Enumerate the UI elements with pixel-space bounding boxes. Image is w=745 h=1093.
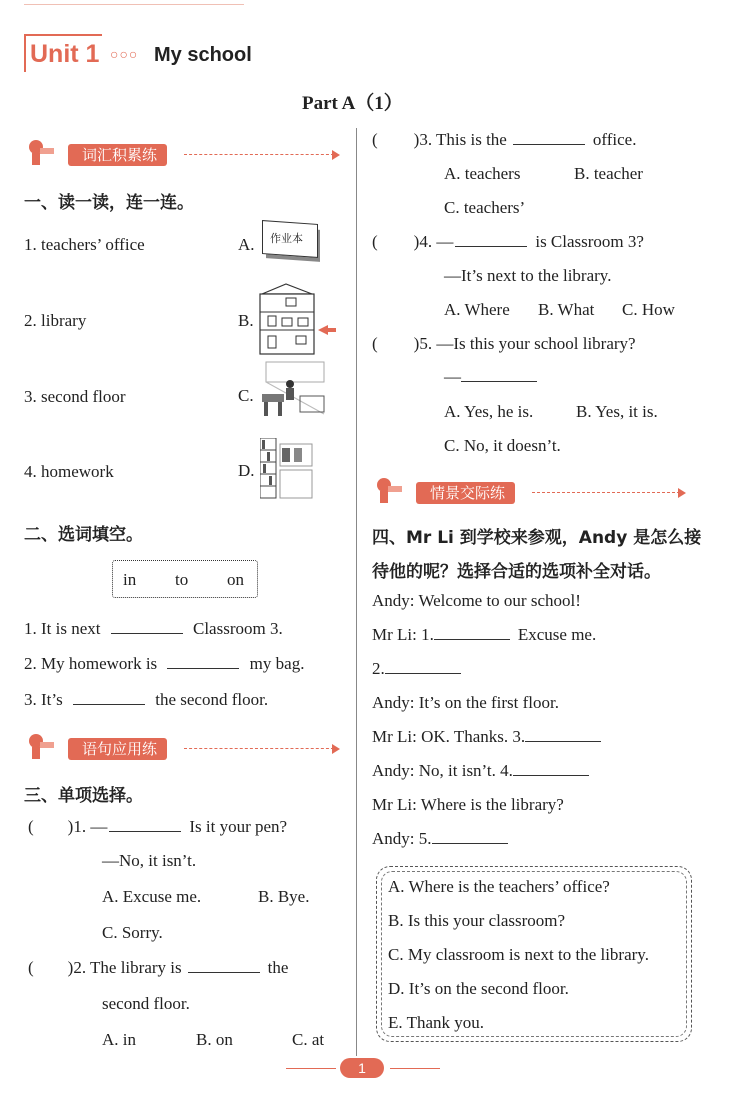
library-picture bbox=[260, 438, 314, 500]
mc2-opt-a[interactable]: A. in bbox=[102, 1030, 136, 1049]
dialog-line-8 bbox=[372, 829, 508, 849]
dialog-blank-4[interactable] bbox=[513, 761, 589, 776]
mc4-opt-b[interactable]: B. What bbox=[538, 300, 595, 319]
mc5-dash: — bbox=[444, 367, 461, 386]
dialog-blank-num: 5. bbox=[418, 829, 432, 848]
mc4-line1 bbox=[372, 232, 644, 252]
dialog-line-5 bbox=[372, 727, 601, 747]
match-item-4: 4. homework bbox=[24, 462, 114, 481]
homework-book-picture bbox=[262, 222, 320, 262]
fill-item-3 bbox=[24, 690, 268, 710]
mc4-opt-c[interactable]: C. How bbox=[622, 300, 675, 319]
fill-item-3-pre: 3. It’s bbox=[24, 690, 63, 709]
word-to: to bbox=[175, 570, 189, 589]
mc2-opt-b[interactable]: B. on bbox=[196, 1030, 233, 1049]
q3-title: 三、单项选择。 bbox=[24, 786, 143, 806]
mc4-paren[interactable]: ( bbox=[372, 232, 378, 251]
dialog-blank-num: 3. bbox=[512, 727, 526, 746]
word-box bbox=[112, 560, 258, 598]
dialog-speaker: Andy: bbox=[372, 829, 419, 848]
banner-arrow-head bbox=[678, 488, 686, 498]
mc2-line2: second floor. bbox=[102, 994, 190, 1013]
dialog-banner-label: 情景交际练 bbox=[416, 482, 515, 504]
match-item-1: 1. teachers’ office bbox=[24, 235, 145, 254]
q4-title-line1: 四、Mr Li 到学校来参观，Andy 是怎么接 bbox=[372, 528, 702, 548]
dialog-blank-2[interactable] bbox=[385, 659, 461, 674]
mc5-opt-a[interactable]: A. Yes, he is. bbox=[444, 402, 534, 421]
dialog-text: Excuse me. bbox=[517, 625, 597, 644]
sentence-banner-label: 语句应用练 bbox=[68, 738, 167, 760]
mc5-line2 bbox=[444, 367, 537, 387]
dialog-line-2 bbox=[372, 625, 596, 645]
fill-blank-1[interactable] bbox=[111, 619, 183, 634]
mc2-line1 bbox=[28, 958, 288, 978]
mc4-text: is Classroom 3? bbox=[535, 232, 644, 251]
fill-blank-3[interactable] bbox=[73, 690, 145, 705]
word-in: in bbox=[123, 570, 137, 589]
banner-arrow-line bbox=[184, 748, 334, 749]
column-divider bbox=[356, 128, 357, 1056]
mc2-opt-c[interactable]: C. at bbox=[292, 1030, 325, 1049]
dialog-line-3 bbox=[372, 659, 461, 679]
dialog-option-c: C. My classroom is next to the library. bbox=[388, 945, 649, 964]
footer-line-right bbox=[390, 1068, 440, 1069]
dialog-line-6 bbox=[372, 761, 589, 781]
dialog-blank-num: 1. bbox=[421, 625, 434, 644]
building-picture bbox=[256, 282, 338, 356]
dialog-speaker: Mr Li: bbox=[372, 625, 422, 644]
mc2-blank[interactable] bbox=[188, 958, 260, 973]
dialog-line-1: Andy: Welcome to our school! bbox=[372, 591, 581, 610]
pencil-mascot-icon bbox=[24, 138, 54, 170]
footer-line-left bbox=[286, 1068, 336, 1069]
mc3-opt-a[interactable]: A. teachers bbox=[444, 164, 521, 183]
banner-arrow-line bbox=[184, 154, 334, 155]
dialog-speaker: Andy: No, it isn’t. bbox=[372, 761, 501, 780]
page-number: 1 bbox=[340, 1058, 384, 1078]
dialog-line-7: Mr Li: Where is the library? bbox=[372, 795, 564, 814]
word-on: on bbox=[227, 570, 244, 589]
fill-item-1 bbox=[24, 619, 283, 639]
mc5-number: )5. —Is this your school library? bbox=[413, 334, 636, 353]
fill-item-1-pre: 1. It is next bbox=[24, 619, 101, 638]
dialog-line-4: Andy: It’s on the first floor. bbox=[372, 693, 559, 712]
mc1-line1 bbox=[28, 817, 287, 837]
fill-item-2-post: my bag. bbox=[249, 654, 305, 673]
mc4-line2: —It’s next to the library. bbox=[444, 266, 612, 285]
mc5-opt-b[interactable]: B. Yes, it is. bbox=[576, 402, 658, 421]
dialog-blank-num: 4. bbox=[500, 761, 513, 780]
vocab-banner bbox=[24, 142, 344, 168]
unit-header bbox=[24, 34, 104, 72]
mc1-paren[interactable]: ( bbox=[28, 817, 34, 836]
q2-title: 二、选词填空。 bbox=[24, 525, 143, 545]
fill-item-2 bbox=[24, 654, 304, 674]
dialog-blank-3[interactable] bbox=[525, 727, 601, 742]
mc3-line1 bbox=[372, 130, 636, 150]
mc1-opt-c[interactable]: C. Sorry. bbox=[102, 923, 163, 942]
match-letter-c: C. bbox=[238, 386, 254, 405]
banner-arrow-line bbox=[532, 492, 680, 493]
mc1-line2: —No, it isn’t. bbox=[102, 851, 197, 870]
mc3-opt-b[interactable]: B. teacher bbox=[574, 164, 643, 183]
dialog-option-a: A. Where is the teachers’ office? bbox=[388, 877, 610, 896]
match-item-2: 2. library bbox=[24, 311, 87, 330]
match-letter-b: B. bbox=[238, 311, 254, 330]
dialog-blank-5[interactable] bbox=[432, 829, 508, 844]
fill-item-3-post: the second floor. bbox=[155, 690, 269, 709]
fill-item-1-post: Classroom 3. bbox=[193, 619, 283, 638]
mc1-blank[interactable] bbox=[109, 817, 181, 832]
mc5-paren[interactable]: ( bbox=[372, 334, 378, 353]
unit-title: My school bbox=[154, 44, 252, 66]
banner-arrow-head bbox=[332, 744, 340, 754]
dialog-option-d: D. It’s on the second floor. bbox=[388, 979, 569, 998]
dialog-banner bbox=[372, 480, 692, 506]
mc5-opt-c[interactable]: C. No, it doesn’t. bbox=[444, 436, 561, 455]
mc2-text: the bbox=[267, 958, 289, 977]
mc2-paren[interactable]: ( bbox=[28, 958, 34, 977]
banner-arrow-head bbox=[332, 150, 340, 160]
match-letter-d: D. bbox=[238, 461, 255, 480]
match-item-3: 3. second floor bbox=[24, 387, 126, 406]
pencil-mascot-icon bbox=[372, 476, 402, 508]
q1-title: 一、读一读，连一连。 bbox=[24, 193, 194, 213]
header-underline bbox=[24, 0, 244, 5]
mc4-opt-a[interactable]: A. Where bbox=[444, 300, 510, 319]
dialog-blank-num: 2. bbox=[372, 659, 385, 678]
unit-dots: ○○○ bbox=[110, 46, 139, 62]
dialog-speaker: Mr Li: OK. Thanks. bbox=[372, 727, 513, 746]
mc3-number: )3. This is the bbox=[413, 130, 507, 149]
dialog-blank-1[interactable] bbox=[434, 625, 510, 640]
pencil-mascot-icon bbox=[24, 732, 54, 764]
mc3-text: office. bbox=[592, 130, 637, 149]
mc1-opt-b[interactable]: B. Bye. bbox=[258, 887, 310, 906]
mc4-number: )4. — bbox=[413, 232, 454, 251]
office-picture bbox=[260, 360, 328, 418]
mc4-blank[interactable] bbox=[455, 232, 527, 247]
vocab-banner-label: 词汇积累练 bbox=[68, 144, 167, 166]
mc1-text: Is it your pen? bbox=[189, 817, 288, 836]
dialog-option-e: E. Thank you. bbox=[388, 1013, 485, 1032]
mc1-number: )1. — bbox=[67, 817, 108, 836]
mc2-number: )2. The library is bbox=[67, 958, 182, 977]
match-letter-a: A. bbox=[238, 235, 255, 254]
fill-blank-2[interactable] bbox=[167, 654, 239, 669]
unit-label: Unit 1 bbox=[30, 40, 100, 68]
mc5-line1 bbox=[372, 334, 636, 354]
mc5-blank[interactable] bbox=[461, 367, 537, 382]
book-label: 作业本 bbox=[270, 232, 303, 245]
mc3-paren[interactable]: ( bbox=[372, 130, 378, 149]
q4-title-line2: 待他的呢？选择合适的选项补全对话。 bbox=[372, 562, 661, 582]
mc1-opt-a[interactable]: A. Excuse me. bbox=[102, 887, 202, 906]
fill-item-2-pre: 2. My homework is bbox=[24, 654, 158, 673]
dialog-option-b: B. Is this your classroom? bbox=[388, 911, 566, 930]
mc3-opt-c[interactable]: C. teachers’ bbox=[444, 198, 526, 217]
mc3-blank[interactable] bbox=[513, 130, 585, 145]
sentence-banner bbox=[24, 736, 344, 762]
part-title: Part A（1） bbox=[302, 93, 403, 114]
